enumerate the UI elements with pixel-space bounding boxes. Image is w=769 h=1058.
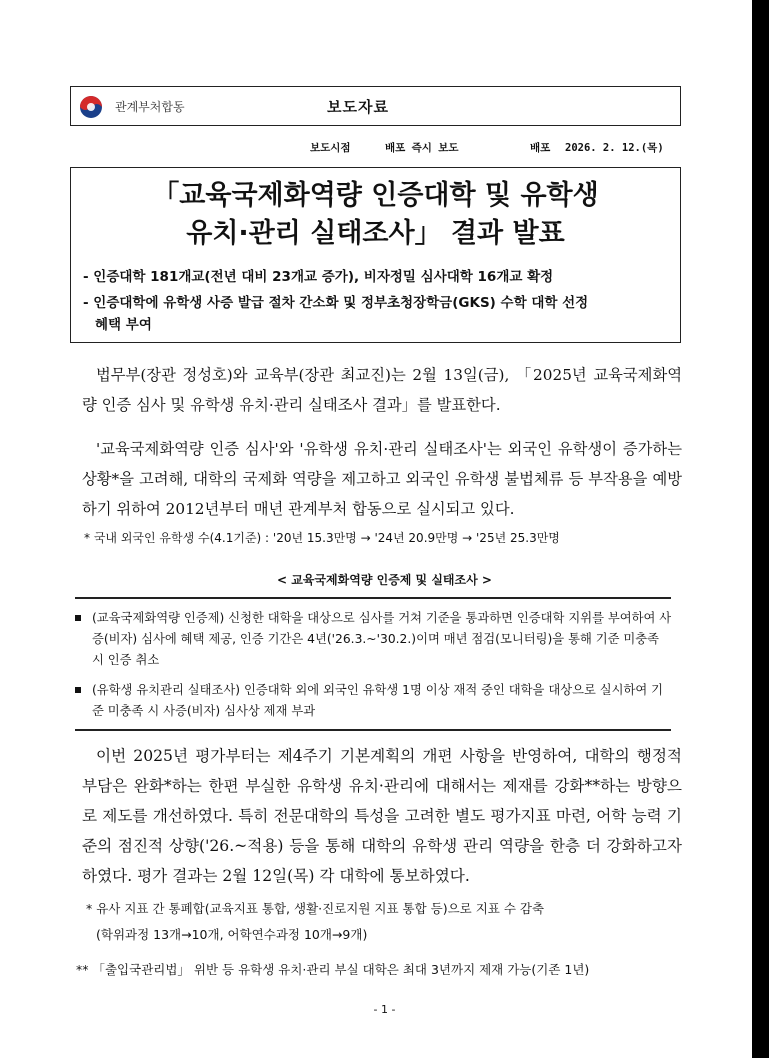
title-box <box>70 167 681 343</box>
section-top-rule <box>75 597 671 599</box>
release-time-label: 보도시점 <box>310 142 351 154</box>
footnote-1-line-2: (학위과정 13개→10개, 어학연수과정 10개→9개) <box>96 927 368 942</box>
subtitle-2: - 인증대학에 유학생 사증 발급 절차 간소화 및 정부초청장학금(GKS) 수학 대학 선정 <box>83 295 589 311</box>
bullet-2 <box>92 680 672 722</box>
paragraph-1: 법무부(장관 정성호)와 교육부(장관 최교진)는 2월 13일(금), 「2025년 교육국제화역량 인증 심사 및 유학생 유치·관리 실태조사 결과」를 발표한다. <box>82 366 682 414</box>
note-1: * 국내 외국인 유학생 수(4.1기준) : '20년 15.3만명 → '24년 20.9만명 → '25년 25.3만명 <box>84 531 560 545</box>
paragraph-2: '교육국제화역량 인증 심사'와 '유학생 유치·관리 실태조사'는 외국인 유학생이 증가하는 상황*을 고려해, 대학의 국제화 역량을 제고하고 외국인 유학생 불법체류 등 부작용을 예방하기 위하여 2012년부터 매년 관계부처 합동으로 실시되고 있다. <box>82 440 682 518</box>
distribution-label: 배포 <box>530 142 551 154</box>
section-title: < 교육국제화역량 인증제 및 실태조사 > <box>277 573 492 587</box>
bullet-1 <box>92 608 672 671</box>
paragraph-3: 이번 2025년 평가부터는 제4주기 기본계획의 개편 사항을 반영하여, 대학의 행정적 부담은 완화*하는 한편 부실한 유학생 유치·관리에 대해서는 제재를 강화**하는 방향으로 제도를 개선하였다. 특히 전문대학의 특성을 고려한 별도 평가지표 마련, 어학 능력 기준의 점진적 상향('26.~적용) 등을 통해 대학의 유학생 관리 역량을 한층 더 강화하고자 하였다. 평가 결과는 2월 12일(목) 각 대학에 통보하였다. <box>82 747 682 885</box>
agency-name: 관계부처합동 <box>115 100 185 114</box>
distribution-date: 2026. 2. 12.(목) <box>565 142 664 154</box>
title-line-1: 「교육국제화역량 인증대학 및 유학생 <box>152 180 599 211</box>
subtitle-2-cont: 혜택 부여 <box>95 317 152 333</box>
right-edge-bar <box>752 0 769 1058</box>
bullet-1-text: (교육국제화역량 인증제) 신청한 대학을 대상으로 심사를 거쳐 기준을 통과하면 인증대학 지위를 부여하여 사증(비자) 심사에 혜택 제공, 인증 기간은 4년('26.3.~'30.2.)이며 매년 점검(모니터링)을 통해 기준 미충족 시 인증 취소 <box>92 611 672 667</box>
header-box <box>70 86 681 126</box>
bullet-2-text: (유학생 유치관리 실태조사) 인증대학 외에 외국인 유학생 1명 이상 재적 중인 대학을 대상으로 실시하여 기준 미충족 시 사증(비자) 심사상 제재 부과 <box>92 683 664 718</box>
title-line-2: 유치·관리 실태조사」 결과 발표 <box>186 218 565 249</box>
government-logo-icon <box>79 95 103 119</box>
press-release-label: 보도자료 <box>327 98 389 116</box>
subtitle-1: - 인증대학 181개교(전년 대비 23개교 증가), 비자정밀 심사대학 16개교 확정 <box>83 269 554 285</box>
footnote-1-line-1: * 유사 지표 간 통폐합(교육지표 통합, 생활·진로지원 지표 통합 등)으로 지표 수 감축 <box>86 901 545 916</box>
bullet-square-icon <box>75 687 81 693</box>
page-number: - 1 - <box>373 1003 396 1016</box>
release-time-value: 배포 즉시 보도 <box>385 142 459 154</box>
bullet-square-icon <box>75 615 81 621</box>
section-bottom-rule <box>75 729 671 731</box>
footnote-2: ** 「출입국관리법」 위반 등 유학생 유치·관리 부실 대학은 최대 3년까지 제재 가능(기존 1년) <box>76 962 590 977</box>
